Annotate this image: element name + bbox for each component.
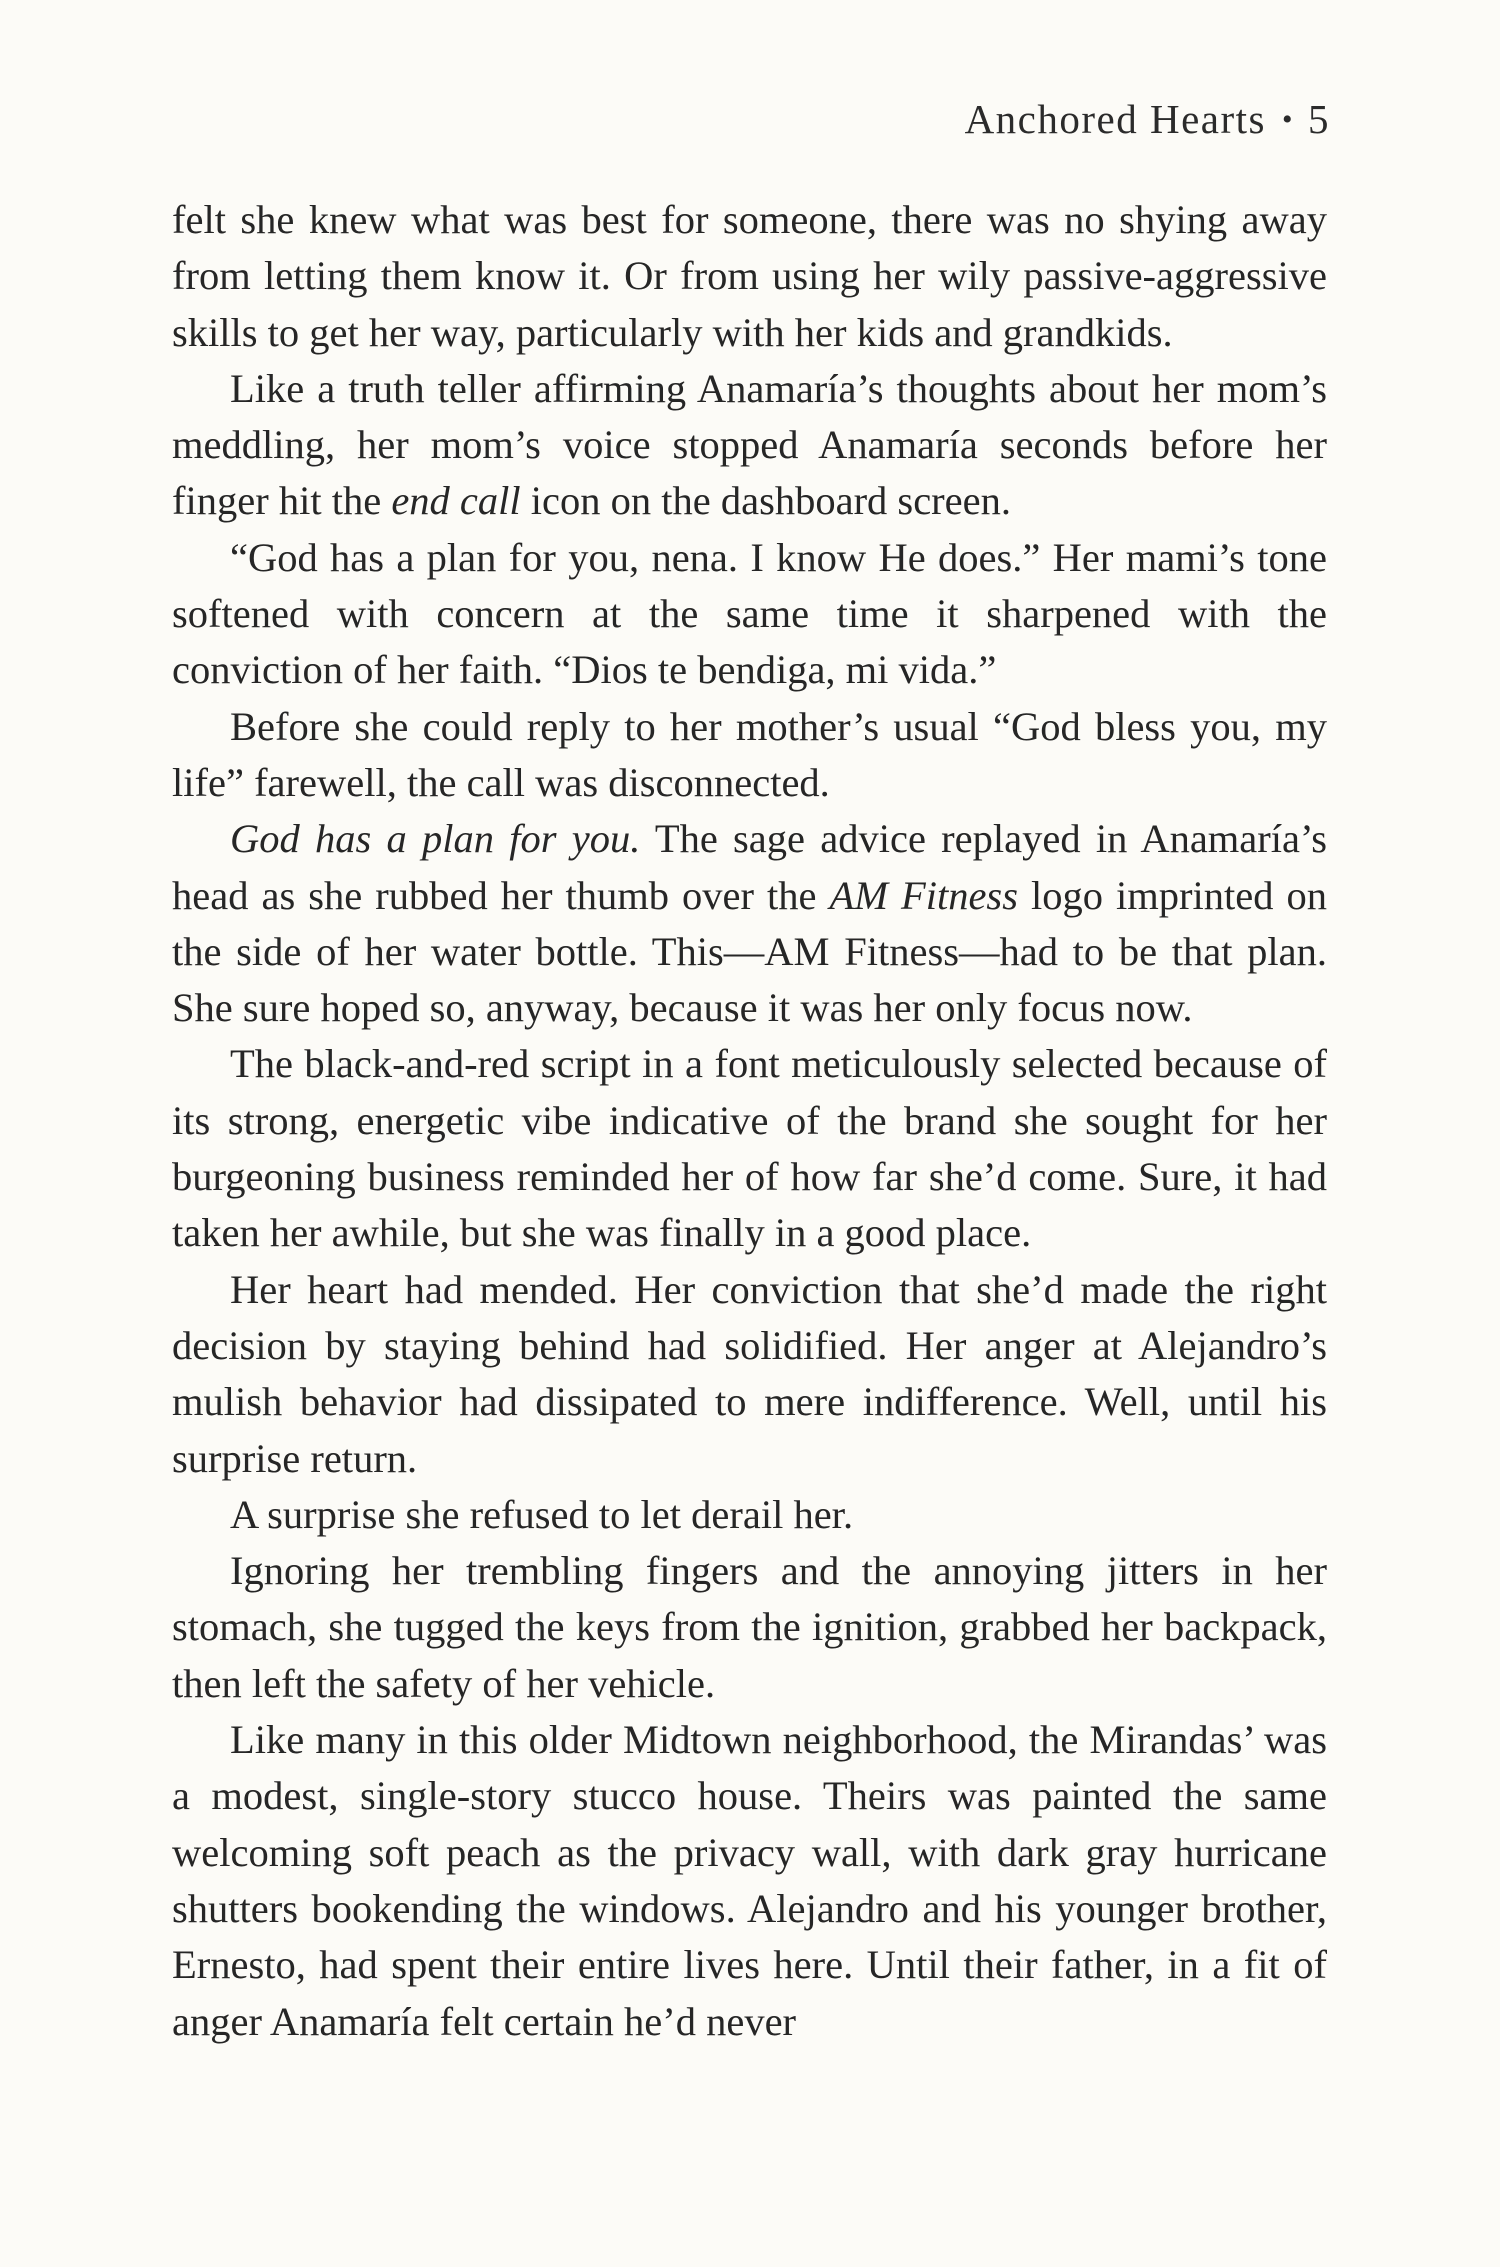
book-title: Anchored Hearts [964, 96, 1266, 142]
paragraph-4: Before she could reply to her mother’s usual “God bless you, my life” farewell, the call was disconnected. [172, 703, 1327, 805]
paragraph-5-part-b: logo imprinted on the side of her water bottle. This—AM Fitness—had to be that plan. She sure hoped so, anyway, because it was her only focus now. [172, 872, 1328, 1031]
paragraph-2 [172, 361, 1327, 530]
paragraph-5-italic-2: AM Fitness [829, 872, 1018, 918]
paragraph-5 [172, 811, 1327, 1036]
paragraph-7: Her heart had mended. Her conviction that she’d made the right decision by staying behind had solidified. Her anger at Alejandro’s mulish behavior had dissipated to mere indifference. Well, until his surprise return. [172, 1266, 1327, 1481]
paragraph-1: felt she knew what was best for someone, there was no shying away from letting them know it. Or from using her wily passive-aggressive skills to get her way, particularly with her kids and grandkids. [172, 197, 1327, 355]
paragraph-8: A surprise she refused to let derail her. [230, 1491, 854, 1537]
paragraph-3: “God has a plan for you, nena. I know He does.” Her mami’s tone softened with concern at the same time it sharpened with the conviction of her faith. “Dios te bendiga, mi vida.” [172, 534, 1327, 693]
paragraph-5-italic-1: God has a plan for you. [230, 816, 641, 862]
paragraph-9: Ignoring her trembling fingers and the annoying jitters in her stomach, she tugged the keys from the ignition, grabbed her backpack, then left the safety of her vehicle. [172, 1548, 1327, 1706]
page-number: 5 [1308, 96, 1330, 142]
paragraph-5-part-a: The sage advice replayed in Anamaría’s head as she rubbed her thumb over the [172, 816, 1327, 918]
paragraph-10: Like many in this older Midtown neighborhood, the Mirandas’ was a modest, single-story stucco house. Theirs was painted the same welcoming soft peach as the privacy wall, with dark gray hurricane shutters bookending the windows. Alejandro and his younger brother, Ernesto, had spent their entire lives here. Until their father, in a fit of anger Anamaría felt certain he’d never [172, 1717, 1327, 2044]
paragraph-2-italic: end call [391, 478, 521, 524]
running-head [965, 95, 1330, 143]
body-text [172, 192, 1327, 2050]
paragraph-2-part-a: Like a truth teller affirming Anamaría’s thoughts about her mom’s meddling, her mom’s voice stopped Anamaría seconds before her finger hit the [172, 365, 1327, 524]
paragraph-6: The black-and-red script in a font meticulously selected because of its strong, energetic vibe indicative of the brand she sought for her burgeoning business reminded her of how far she’d come. Sure, it had taken her awhile, but she was finally in a good place. [172, 1041, 1327, 1256]
paragraph-2-part-b: icon on the dashboard screen. [520, 478, 1011, 524]
bullet-separator: • [1281, 103, 1294, 136]
